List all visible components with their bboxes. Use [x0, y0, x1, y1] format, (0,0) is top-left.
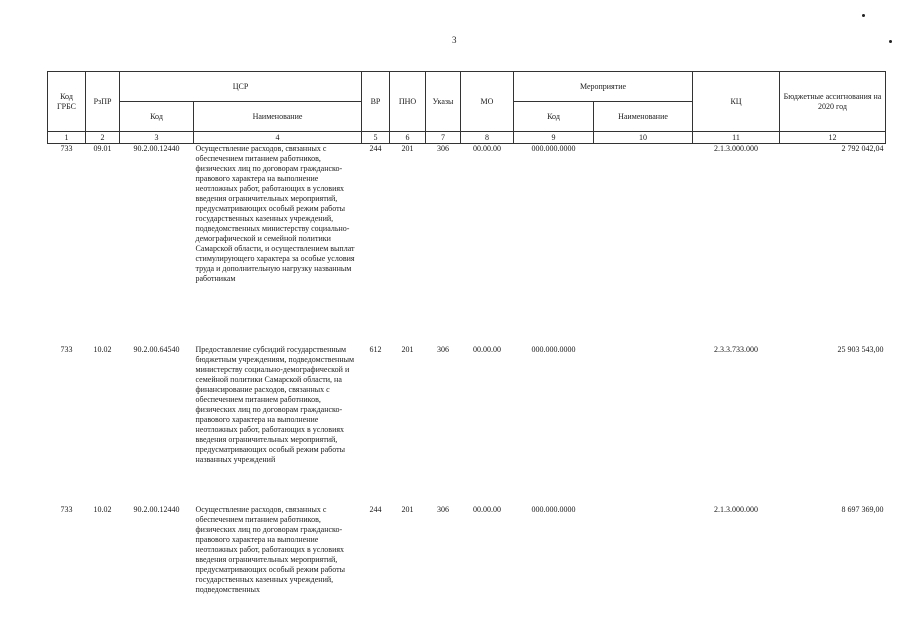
table-row: [48, 345, 886, 505]
cell-csr-kod: 90.2.00.12440: [133, 505, 180, 514]
cell-csr-name: Осуществление расходов, связанных с обеспечением питанием работников, физических лиц по договорам гражданско-правового характера на выполнение неотложных работ, работающих в условиях введения ограничительных мероприятий, предусматривающих особый режим работы государственных казенных учреждений, подведомственных: [195, 505, 345, 594]
column-number: 12: [780, 132, 886, 144]
header-pno: ПНО: [390, 72, 426, 132]
cell-vr: 244: [369, 505, 382, 514]
header-mo: МО: [461, 72, 514, 132]
cell-grbs: 733: [60, 144, 73, 153]
column-number: 9: [514, 132, 594, 144]
header-meropriyatie: Мероприятие: [514, 72, 693, 102]
column-number: 5: [362, 132, 390, 144]
header-ukazy: Указы: [426, 72, 461, 132]
cell-csr-kod: 90.2.00.12440: [133, 144, 180, 153]
cell-pno: 201: [401, 345, 414, 354]
cell-mer-kod: 000.000.0000: [531, 505, 576, 514]
cell-kc: 2.1.3.000.000: [714, 505, 759, 514]
cell-kc: 2.1.3.000.000: [714, 144, 759, 153]
header-rzpr: РзПР: [86, 72, 120, 132]
header-kod-grbs: Код ГРБС: [48, 72, 86, 132]
cell-csr-name: Осуществление расходов, связанных с обеспечением питанием работников, физических лиц по договорам гражданско-правового характера на выполнение неотложных работ, работающих в условиях введения ограничительных мероприятий, предусматривающих особый режим работы государственных казенных учреждений, подведомственных министерству социально-демографической и семейной политики Самарской области, и осуществлением выплат стимулирующего характера за особые условия труда и дополнительную нагрузку названным работникам: [195, 144, 355, 283]
header-kc: КЦ: [693, 72, 780, 132]
budget-table: [47, 71, 886, 609]
cell-csr-kod: 90.2.00.64540: [133, 345, 180, 354]
column-number: 10: [594, 132, 693, 144]
cell-csr-name: Предоставление субсидий государственным бюджетным учреждениям, подведомственным министерству социально-демографической и семейной политики Самарской области, на финансирование расходов, связанных с обеспечением питанием работников, физических лиц по договорам гражданско-правового характера на выполнение неотложных работ, работающих в условиях введения ограничительных мероприятий, предусматривающих особый режим работы названных учреждений: [195, 345, 355, 464]
cell-ukazy: 306: [437, 505, 449, 514]
cell-vr: 612: [369, 345, 382, 354]
cell-mer-kod: 000.000.0000: [531, 144, 576, 153]
column-number: 2: [86, 132, 120, 144]
table-row: [48, 505, 886, 609]
column-number: 6: [390, 132, 426, 144]
table-row: [48, 144, 886, 346]
cell-amount: 25 903 543,00: [837, 345, 884, 354]
page-number: 3: [452, 35, 457, 45]
cell-grbs: 733: [60, 505, 73, 514]
cell-mer-name: [594, 345, 693, 505]
cell-amount: 8 697 369,00: [841, 505, 884, 514]
column-number: 1: [48, 132, 86, 144]
scan-speck: [862, 14, 865, 17]
column-number: 7: [426, 132, 461, 144]
cell-mo: 00.00.00: [473, 144, 501, 153]
cell-mo: 00.00.00: [473, 345, 501, 354]
cell-rzpr: 09.01: [93, 144, 112, 153]
cell-rzpr: 10.02: [93, 505, 112, 514]
cell-pno: 201: [401, 144, 414, 153]
header-budget: Бюджетные ассигнования на 2020 год: [780, 72, 886, 132]
cell-rzpr: 10.02: [93, 345, 112, 354]
cell-mer-kod: 000.000.0000: [531, 345, 576, 354]
column-number: 4: [194, 132, 362, 144]
column-number: 3: [120, 132, 194, 144]
header-csr: ЦСР: [120, 72, 362, 102]
cell-mer-name: [594, 144, 693, 346]
table-body: [48, 144, 886, 610]
column-number: 11: [693, 132, 780, 144]
cell-mo: 00.00.00: [473, 505, 501, 514]
cell-amount: 2 792 042,04: [841, 144, 884, 153]
header-vr: ВР: [362, 72, 390, 132]
header-mer-kod: Код: [514, 102, 594, 132]
cell-pno: 201: [401, 505, 414, 514]
table-header: [48, 72, 886, 144]
cell-mer-name: [594, 505, 693, 609]
scan-speck: [889, 40, 892, 43]
cell-ukazy: 306: [437, 144, 449, 153]
header-csr-name: Наименование: [194, 102, 362, 132]
cell-vr: 244: [369, 144, 382, 153]
cell-grbs: 733: [60, 345, 73, 354]
cell-ukazy: 306: [437, 345, 449, 354]
cell-kc: 2.3.3.733.000: [714, 345, 759, 354]
column-number: 8: [461, 132, 514, 144]
header-csr-kod: Код: [120, 102, 194, 132]
header-mer-name: Наименование: [594, 102, 693, 132]
